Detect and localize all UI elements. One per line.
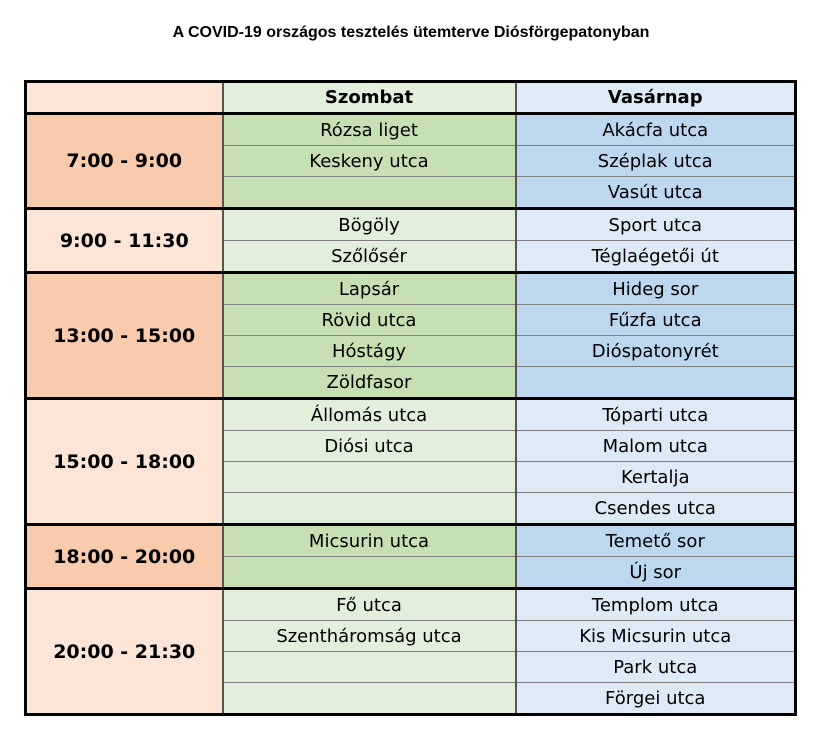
sunday-street: Kertalja bbox=[516, 462, 796, 493]
saturday-street bbox=[223, 177, 516, 209]
time-slot: 9:00 - 11:30 bbox=[26, 209, 223, 273]
sunday-street: Akácfa utca bbox=[516, 114, 796, 146]
saturday-street: Lapsár bbox=[223, 273, 516, 305]
sunday-street: Új sor bbox=[516, 557, 796, 589]
sunday-street: Kis Micsurin utca bbox=[516, 621, 796, 652]
sunday-street: Csendes utca bbox=[516, 493, 796, 525]
page-title: A COVID-19 országos tesztelés ütemterve Diósförgepatonyban bbox=[172, 24, 650, 41]
saturday-street: Rövid utca bbox=[223, 305, 516, 336]
saturday-street: Hóstágy bbox=[223, 336, 516, 367]
schedule-row bbox=[26, 589, 796, 621]
saturday-street: Szentháromság utca bbox=[223, 621, 516, 652]
saturday-street bbox=[223, 557, 516, 589]
saturday-street: Diósi utca bbox=[223, 431, 516, 462]
header-sunday: Vasárnap bbox=[516, 82, 796, 114]
sunday-street bbox=[516, 367, 796, 399]
schedule-row bbox=[26, 399, 796, 431]
sunday-street: Széplak utca bbox=[516, 146, 796, 177]
time-slot: 13:00 - 15:00 bbox=[26, 273, 223, 399]
sunday-street: Dióspatonyrét bbox=[516, 336, 796, 367]
schedule-row bbox=[26, 525, 796, 557]
sunday-street: Templom utca bbox=[516, 589, 796, 621]
saturday-street bbox=[223, 493, 516, 525]
schedule-row bbox=[26, 273, 796, 305]
sunday-street: Malom utca bbox=[516, 431, 796, 462]
sunday-street: Vasút utca bbox=[516, 177, 796, 209]
header-time-cell bbox=[26, 82, 223, 114]
time-slot: 20:00 - 21:30 bbox=[26, 589, 223, 715]
sunday-street: Hideg sor bbox=[516, 273, 796, 305]
saturday-street: Keskeny utca bbox=[223, 146, 516, 177]
time-slot: 18:00 - 20:00 bbox=[26, 525, 223, 589]
schedule-row bbox=[26, 209, 796, 241]
schedule-body bbox=[26, 82, 796, 715]
sunday-street: Park utca bbox=[516, 652, 796, 683]
time-slot: 7:00 - 9:00 bbox=[26, 114, 223, 209]
schedule-row bbox=[26, 114, 796, 146]
saturday-street: Állomás utca bbox=[223, 399, 516, 431]
sunday-street: Tóparti utca bbox=[516, 399, 796, 431]
sunday-street: Förgei utca bbox=[516, 683, 796, 715]
saturday-street: Micsurin utca bbox=[223, 525, 516, 557]
saturday-street bbox=[223, 683, 516, 715]
header-saturday: Szombat bbox=[223, 82, 516, 114]
time-slot: 15:00 - 18:00 bbox=[26, 399, 223, 525]
saturday-street: Fő utca bbox=[223, 589, 516, 621]
saturday-street: Zöldfasor bbox=[223, 367, 516, 399]
header-row bbox=[26, 82, 796, 114]
sunday-street: Fűzfa utca bbox=[516, 305, 796, 336]
sunday-street: Sport utca bbox=[516, 209, 796, 241]
sunday-street: Téglaégetői út bbox=[516, 241, 796, 273]
sunday-street: Temető sor bbox=[516, 525, 796, 557]
saturday-street: Rózsa liget bbox=[223, 114, 516, 146]
schedule-table bbox=[24, 80, 797, 716]
saturday-street bbox=[223, 652, 516, 683]
saturday-street bbox=[223, 462, 516, 493]
saturday-street: Bögöly bbox=[223, 209, 516, 241]
saturday-street: Szőlősér bbox=[223, 241, 516, 273]
